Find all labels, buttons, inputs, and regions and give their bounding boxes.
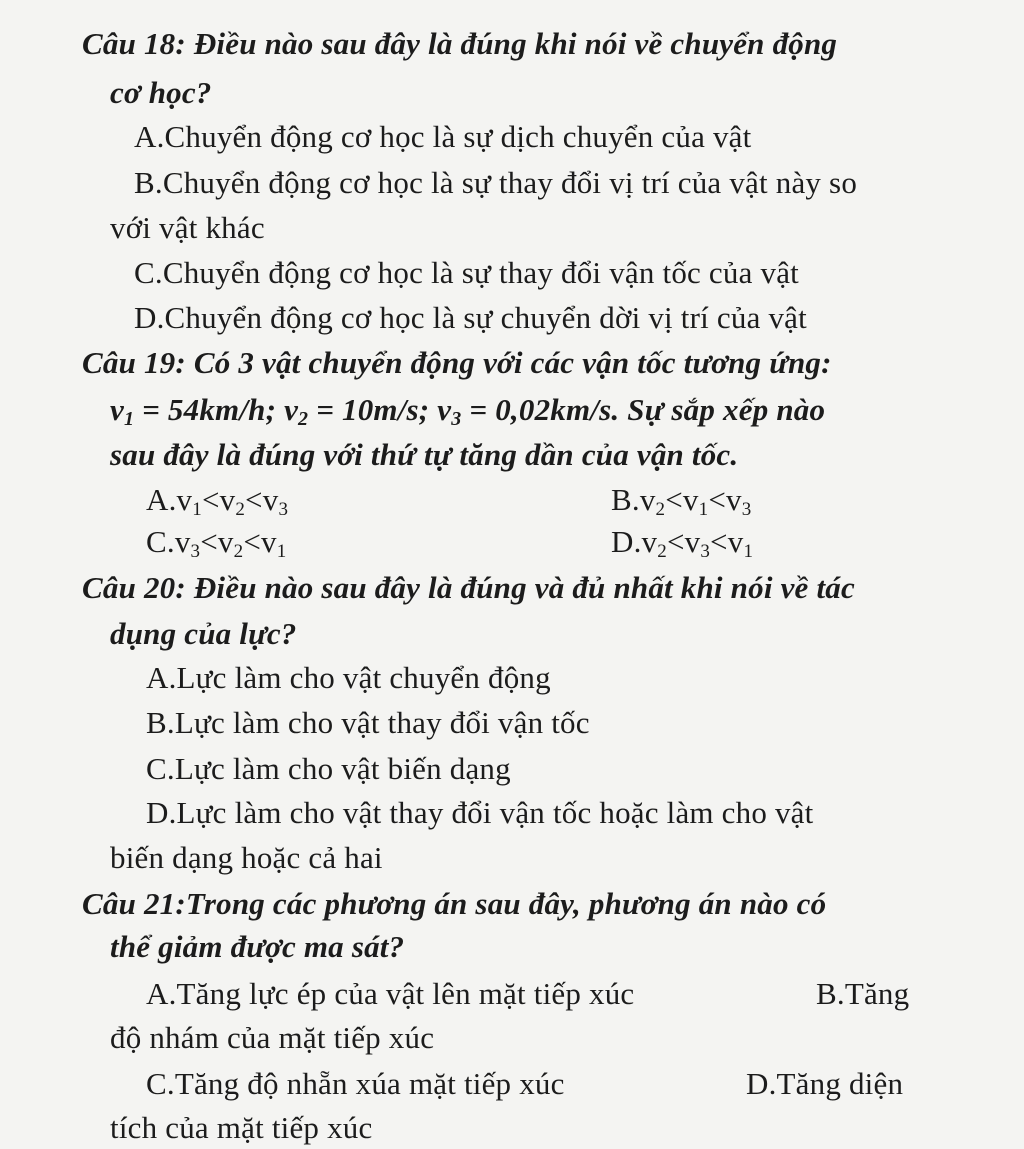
question-18-option-c: C.Chuyển động cơ học là sự thay đổi vận tốc của vật: [134, 255, 799, 290]
question-20-option-c: C.Lực làm cho vật biến dạng: [146, 751, 511, 786]
question-19-option-c: $C.v_3<v_2<v_1$: [146, 524, 287, 562]
question-21-stem-line-1: Câu 21:Trong các phương án sau đây, phương án nào có: [82, 886, 827, 921]
question-21-option-b-line-1: B.Tăng: [816, 976, 910, 1011]
question-18-option-d: D.Chuyển động cơ học là sự chuyển dời vị trí của vật: [134, 300, 807, 335]
question-21-stem-line-2: thể giảm được ma sát?: [110, 929, 405, 964]
question-18-stem-line-2: cơ học?: [110, 75, 212, 110]
question-20-option-d-line-1: D.Lực làm cho vật thay đổi vận tốc hoặc làm cho vật: [146, 795, 814, 830]
question-20-option-b: B.Lực làm cho vật thay đổi vận tốc: [146, 705, 590, 740]
question-19-stem-line-3: sau đây là đúng với thứ tự tăng dần của vận tốc.: [110, 437, 739, 472]
question-20-stem-line-1: Câu 20: Điều nào sau đây là đúng và đủ nhất khi nói về tác: [82, 570, 855, 605]
question-21-option-b-line-2: độ nhám của mặt tiếp xúc: [110, 1020, 435, 1055]
question-20-option-d-line-2: biến dạng hoặc cả hai: [110, 840, 383, 875]
question-19-option-d: $D.v_2<v_3<v_1$: [611, 524, 754, 562]
question-21-option-d-line-1: D.Tăng diện: [746, 1066, 904, 1101]
question-18-option-b-line-1: B.Chuyển động cơ học là sự thay đổi vị trí của vật này so: [134, 165, 858, 200]
question-19-stem-line-2: $v_1 = 54km/h$; $v_2 = 10m/s$; $v_3 = 0,02km/s$. Sự sắp xếp nào: [110, 392, 826, 430]
question-19-option-a: $A.v_1<v_2<v_3$: [146, 482, 289, 520]
question-19-option-b: $B.v_2<v_1<v_3$: [611, 482, 752, 520]
question-21-option-a: A.Tăng lực ép của vật lên mặt tiếp xúc: [146, 976, 635, 1011]
question-20-stem-line-2: dụng của lực?: [110, 616, 297, 651]
question-18-stem-line-1: Câu 18: Điều nào sau đây là đúng khi nói về chuyển động: [82, 26, 838, 61]
question-20-option-a: A.Lực làm cho vật chuyển động: [146, 660, 551, 695]
question-18-option-b-line-2: với vật khác: [110, 210, 265, 245]
question-18-option-a: A.Chuyển động cơ học là sự dịch chuyển của vật: [134, 119, 752, 154]
question-21-option-d-line-2: tích của mặt tiếp xúc: [110, 1110, 373, 1145]
question-19-stem-line-1: Câu 19: Có 3 vật chuyển động với các vận tốc tương ứng:: [82, 345, 832, 380]
question-21-option-c: C.Tăng độ nhẵn xúa mặt tiếp xúc: [146, 1066, 565, 1101]
